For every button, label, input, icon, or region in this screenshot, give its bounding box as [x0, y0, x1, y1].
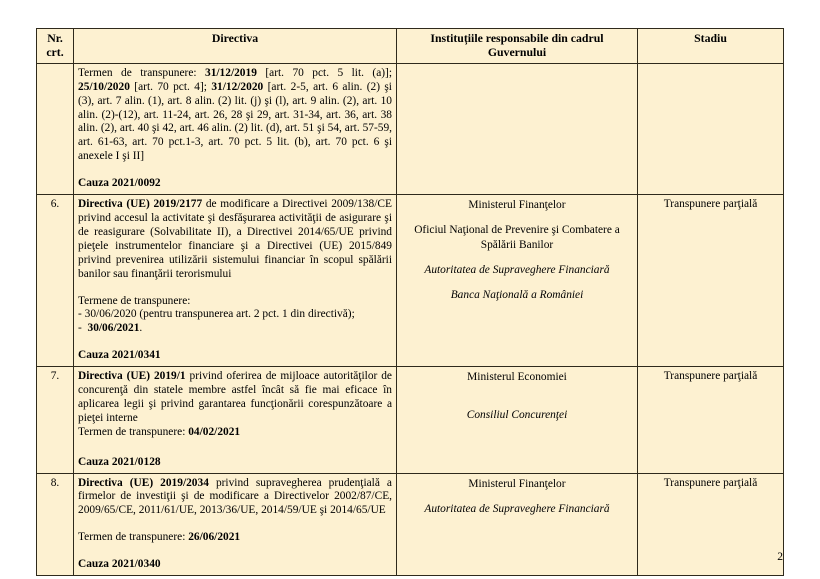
deadline-date-3: 31/12/2020 [211, 80, 264, 93]
institution-item: Ministerul Finanţelor [468, 199, 566, 212]
column-header-directiva: Directiva [74, 29, 397, 64]
spacer [401, 252, 633, 263]
header-nr-line1: Nr. [47, 31, 63, 45]
cell-nr-crt: 7. [37, 367, 74, 473]
table-row [37, 195, 784, 367]
deadline-suffix: . [139, 322, 143, 335]
institution-item: Autoritatea de Supraveghere Financiară [424, 502, 610, 515]
spacer [401, 212, 633, 223]
cell-nr-crt: 8. [37, 473, 74, 576]
cell-directiva [74, 195, 397, 367]
spacer [401, 384, 633, 408]
directive-number: Directiva (UE) 2019/2177 [78, 198, 203, 211]
page-number: 2 [777, 551, 783, 563]
spacer [78, 336, 392, 349]
directive-title-paragraph [78, 370, 392, 426]
directive-number: Directiva (UE) 2019/2034 [78, 476, 209, 489]
directive-number: Directiva (UE) 2019/1 [78, 370, 186, 383]
spacer [78, 440, 392, 456]
institution-item: Ministerul Finanţelor [468, 477, 566, 490]
cell-directiva [74, 63, 397, 194]
transposition-deadline-line [78, 531, 392, 545]
directive-description: de modificare a Directivei 2009/138/CE privind accesul la activitate şi desfăşurarea activităţii de asigurare şi de reasigurare (Solvabilitate II), a Directivei 2014/65/UE privind pieţele instrumentelor financiare şi a Directivei (UE) 2015/849 privind prevenirea utilizării sistemului financiar în scopul spălării banilor sau finanţării terorismului [78, 198, 392, 280]
deadline-date: 26/06/2021 [188, 531, 241, 544]
cell-stadiu: Transpunere parţială [638, 195, 784, 367]
table-body [37, 63, 784, 575]
table-row [37, 63, 784, 194]
termen-label: Termen de transpunere: [78, 425, 186, 438]
column-header-institutii [397, 29, 638, 64]
transposition-deadline-paragraph [78, 67, 392, 164]
cell-stadiu: Transpunere parţială [638, 367, 784, 473]
deadline-ref-1: [art. 70 pct. 5 lit. (a)]; [265, 66, 392, 79]
header-institutii-line2: Guvernului [487, 44, 547, 59]
table-row [37, 367, 784, 473]
cell-institutii [397, 63, 638, 194]
deadline-date-2: 25/10/2020 [78, 80, 130, 93]
directive-title-paragraph [78, 477, 392, 519]
deadline-item-2 [78, 322, 392, 336]
cell-institutii [397, 195, 638, 367]
cell-institutii [397, 367, 638, 473]
case-reference: Cauza 2021/0340 [78, 558, 161, 571]
institution-item: Banca Naţională a României [450, 289, 584, 302]
cell-nr-crt [37, 63, 74, 194]
directive-description: privind supravegherea prudenţială a firmelor de investiţii şi de modificare a Directivelor 2002/87/CE, 2009/65/CE, 2011/61/UE, 2013/36/UE, 2014/59/UE şi 2014/65/UE [78, 476, 392, 517]
column-header-nr-crt [37, 29, 74, 64]
case-reference: Cauza 2021/0341 [78, 349, 161, 362]
deadline-ref-2: [art. 70 pct. 4]; [134, 80, 207, 93]
spacer [401, 277, 633, 288]
transposition-deadline-line [78, 426, 392, 440]
directives-table [36, 28, 784, 576]
directive-description: privind oferirea de mijloace autorităţilor de concurenţă din statele membre astfel încât să fie mai eficace în aplicarea legii şi privind garantarea funcţionării corespunzătoare a pieţei interne [78, 370, 392, 424]
cell-directiva [74, 367, 397, 473]
column-header-stadiu: Stadiu [638, 29, 784, 64]
termen-label: Termen de transpunere: [78, 531, 186, 544]
deadline-date-1: 31/12/2019 [205, 66, 257, 79]
cell-nr-crt: 6. [37, 195, 74, 367]
directive-title-paragraph [78, 198, 392, 281]
spacer [78, 518, 392, 531]
spacer [78, 282, 392, 295]
header-row [37, 29, 784, 64]
institution-item: Consiliul Concurenţei [466, 409, 568, 422]
termene-label: Termene de transpunere: [78, 294, 191, 307]
header-nr-line2: crt. [46, 44, 64, 59]
institution-item: Ministerul Economiei [467, 371, 567, 384]
case-reference: Cauza 2021/0092 [78, 177, 161, 190]
deadline-date: 30/06/2021 [87, 322, 140, 335]
spacer [78, 164, 392, 177]
cell-stadiu [638, 63, 784, 194]
table-header [37, 29, 784, 64]
institution-item: Autoritatea de Supraveghere Financiară [424, 263, 610, 276]
spacer [401, 491, 633, 502]
institution-item: Oficiul Naţional de Prevenire şi Combatere a Spălării Banilor [414, 224, 620, 251]
deadline-ref-3: [art. 2-5, art. 6 alin. (2) şi (3), art. 7 alin. (1), art. 8 alin. (2) lit. (j) şi (l), art. 9 alin. (2), art. 10 alin. (2)-(12), art. 11-24, art. 26, 28 şi 29, art. 31-34, art. 36, art. 38 alin. (2), art. 40 şi 42, art. 46 alin. (2) lit. (d), art. 51 şi 54, art. 57-59, art. 61-63, art. 70 pct.1-3, art. 70 pct. 5 lit. (b), art. 70 pct. 6 şi anexele I şi II] [78, 80, 392, 163]
termen-label: Termen de transpunere: [78, 66, 197, 79]
deadline-date: 04/02/2021 [188, 425, 241, 438]
cell-stadiu: Transpunere parţială [638, 473, 784, 576]
header-institutii-line1: Instituțiile responsabile din cadrul [430, 31, 604, 45]
deadline-item-1: - 30/06/2020 (pentru transpunerea art. 2 pct. 1 din directivă); [78, 308, 355, 321]
list-dash: - [78, 322, 82, 335]
case-reference: Cauza 2021/0128 [78, 455, 161, 468]
